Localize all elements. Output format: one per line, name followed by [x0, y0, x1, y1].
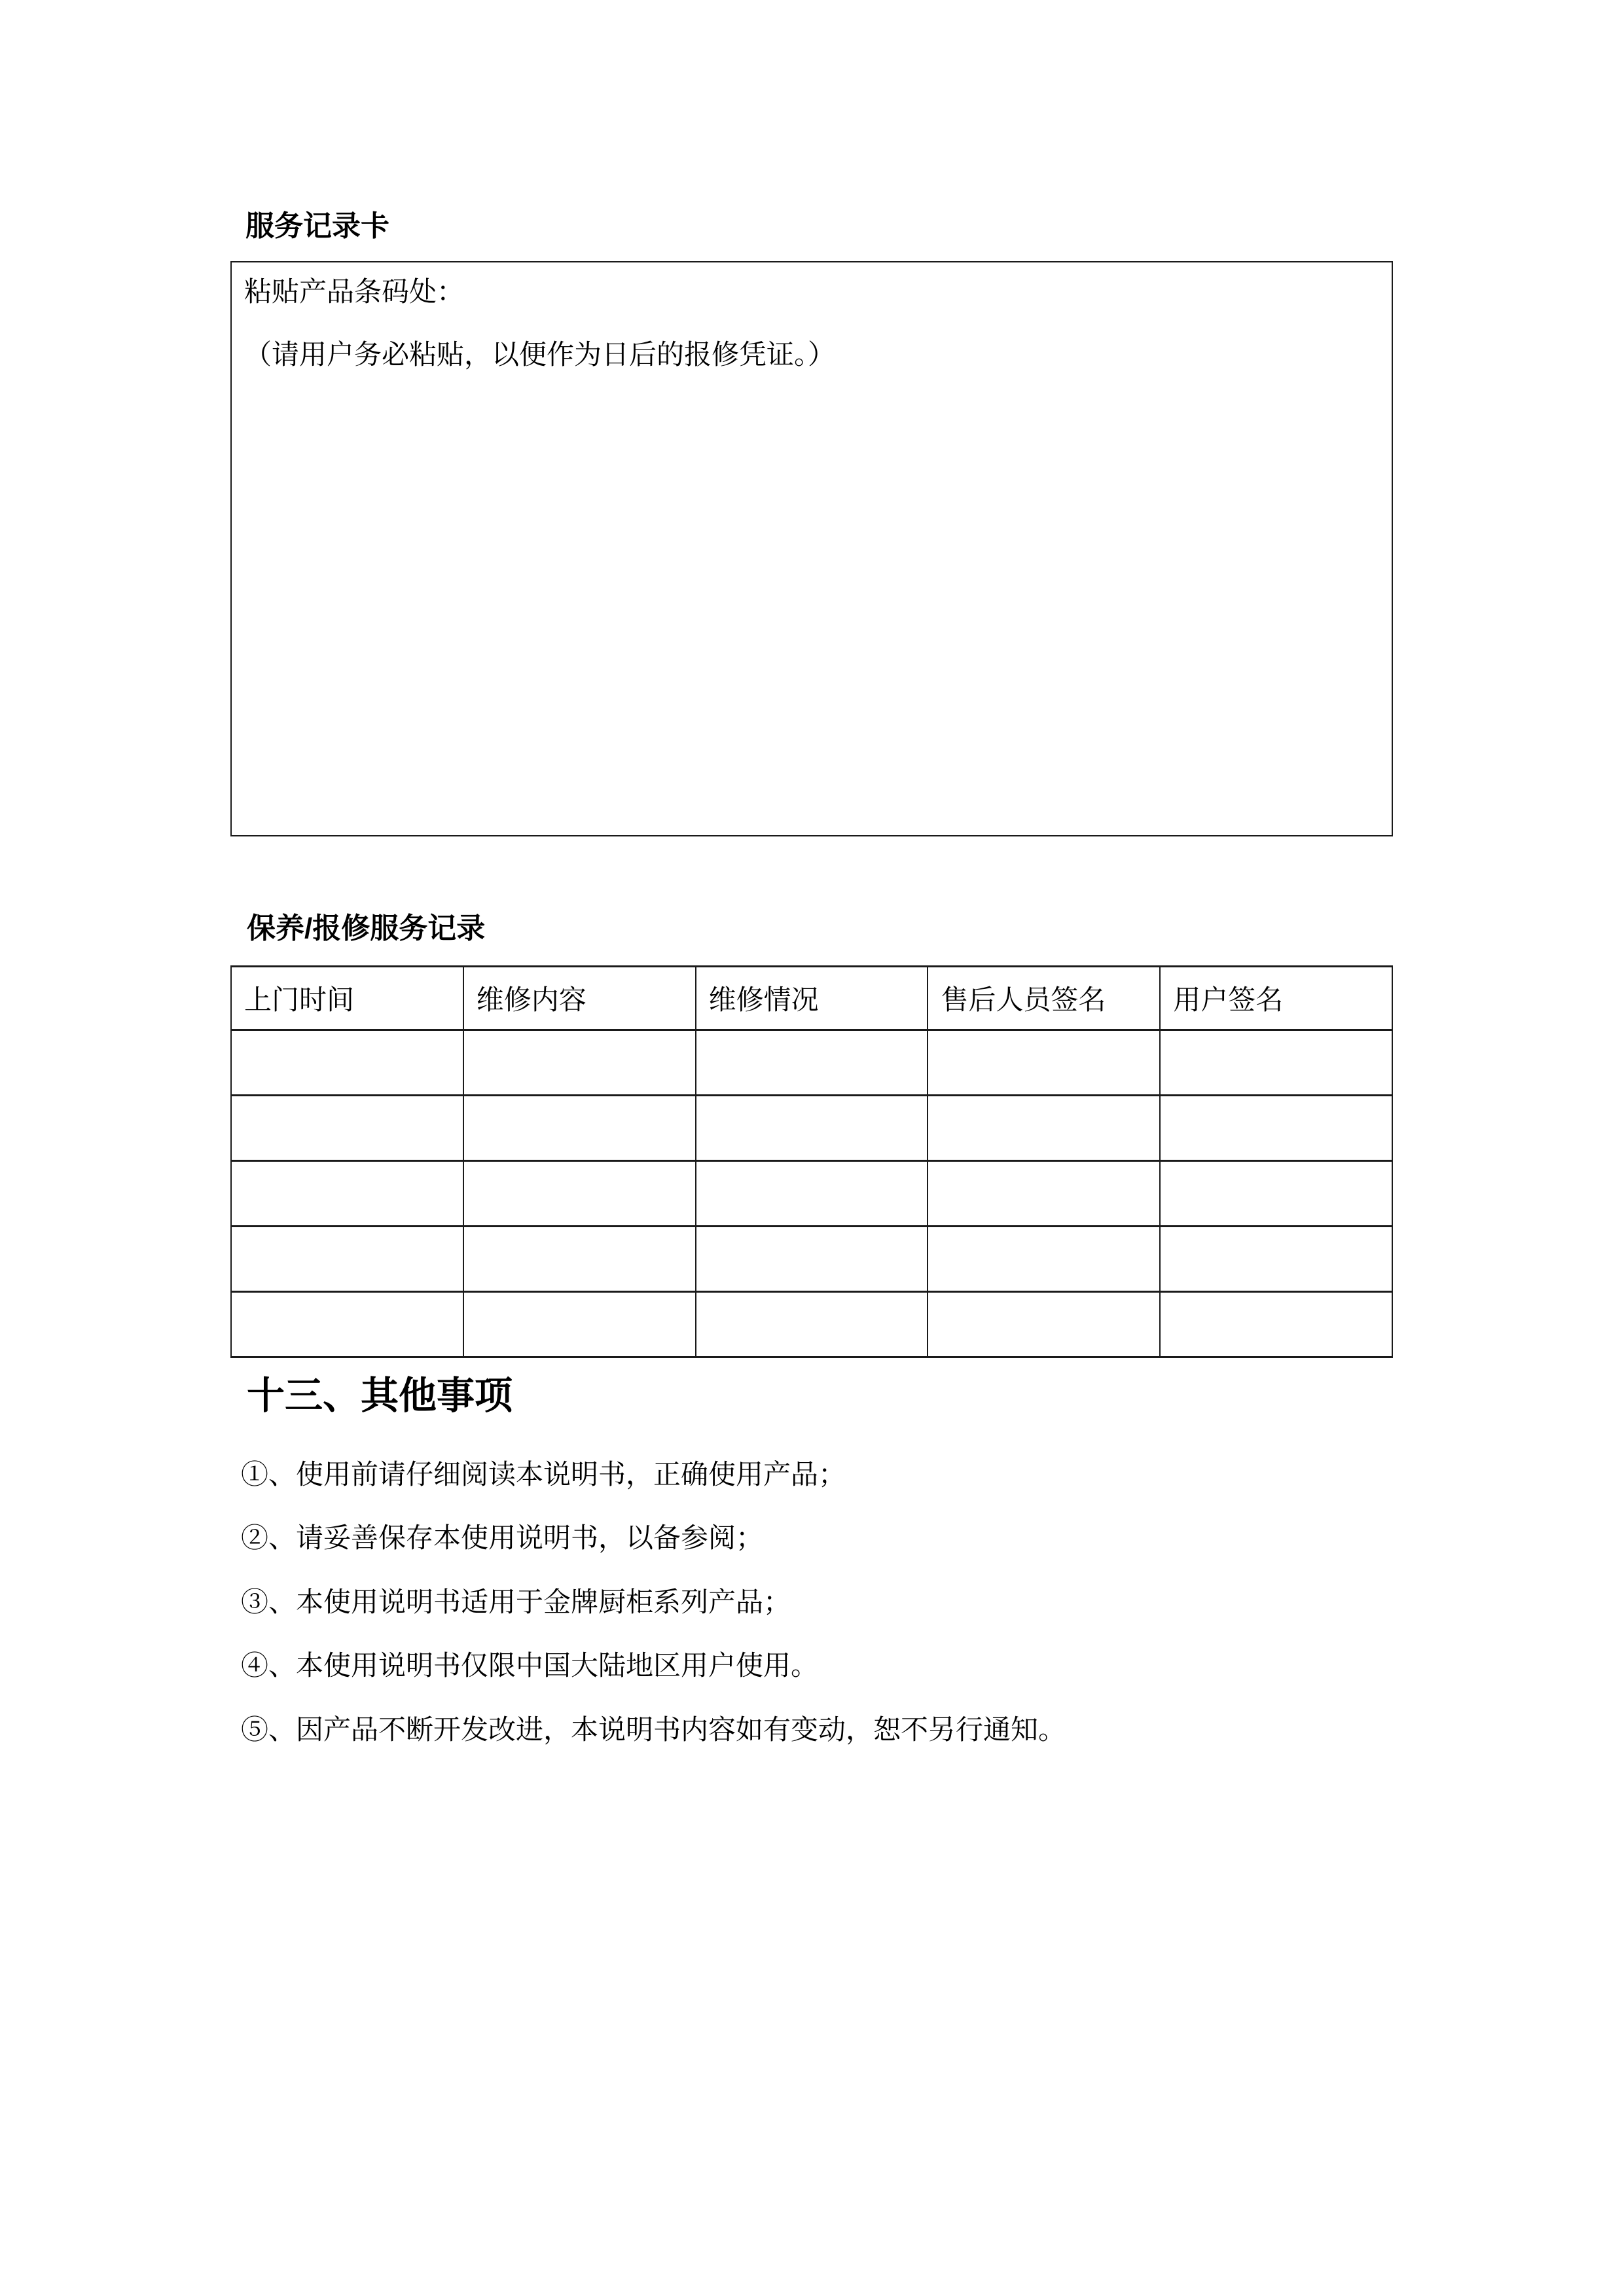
table-cell	[1160, 1292, 1392, 1357]
column-header-service-signature: 售后人员签名	[928, 967, 1160, 1030]
table-cell	[696, 1161, 928, 1227]
table-cell	[1160, 1227, 1392, 1292]
table-cell	[928, 1096, 1160, 1161]
list-item-4: ④、本使用说明书仅限中国大陆地区用户使用。	[241, 1650, 819, 1681]
table-cell	[463, 1292, 696, 1357]
table-row	[231, 1227, 1392, 1292]
table-row	[231, 1161, 1392, 1227]
column-header-user-signature: 用户签名	[1160, 967, 1392, 1030]
table-cell	[231, 1227, 463, 1292]
list-item-1: ①、使用前请仔细阅读本说明书，正确使用产品；	[241, 1459, 846, 1490]
table-row	[231, 1292, 1392, 1357]
table-row	[231, 1096, 1392, 1161]
table-cell	[1160, 1161, 1392, 1227]
table-cell	[1160, 1096, 1392, 1161]
barcode-box-label: 粘贴产品条码处：	[244, 276, 465, 307]
column-header-visit-time: 上门时间	[231, 967, 463, 1030]
table-cell	[231, 1030, 463, 1096]
table-cell	[696, 1030, 928, 1096]
table-cell	[928, 1030, 1160, 1096]
table-cell	[231, 1161, 463, 1227]
table-cell	[463, 1096, 696, 1161]
table-cell	[928, 1227, 1160, 1292]
column-header-repair-status: 维修情况	[696, 967, 928, 1030]
list-item-2: ②、请妥善保存本使用说明书，以备参阅；	[241, 1522, 764, 1554]
table-cell	[463, 1161, 696, 1227]
list-item-5: ⑤、因产品不断开发改进，本说明书内容如有变动，恕不另行通知。	[241, 1713, 1066, 1745]
table-cell	[696, 1292, 928, 1357]
other-matters-list	[241, 1458, 1066, 1777]
table-header-row	[231, 967, 1392, 1030]
barcode-sticker-box	[230, 261, 1393, 836]
table-row	[231, 1030, 1392, 1096]
barcode-box-instruction: （请用户务必粘贴，以便作为日后的报修凭证。）	[244, 339, 836, 370]
table-cell	[696, 1096, 928, 1161]
table-cell	[928, 1292, 1160, 1357]
table-cell	[696, 1227, 928, 1292]
table-cell	[928, 1161, 1160, 1227]
maintenance-record-table	[230, 965, 1393, 1358]
other-matters-heading: 十三、其他事项	[247, 1374, 513, 1417]
table-cell	[463, 1030, 696, 1096]
table-cell	[231, 1292, 463, 1357]
table-cell	[231, 1096, 463, 1161]
table-cell	[1160, 1030, 1392, 1096]
service-record-card-title: 服务记录卡	[245, 210, 389, 242]
column-header-repair-content: 维修内容	[463, 967, 696, 1030]
maintenance-record-title: 保养/报修服务记录	[247, 912, 486, 944]
table-cell	[463, 1227, 696, 1292]
list-item-3: ③、本使用说明书适用于金牌厨柜系列产品；	[241, 1586, 791, 1617]
